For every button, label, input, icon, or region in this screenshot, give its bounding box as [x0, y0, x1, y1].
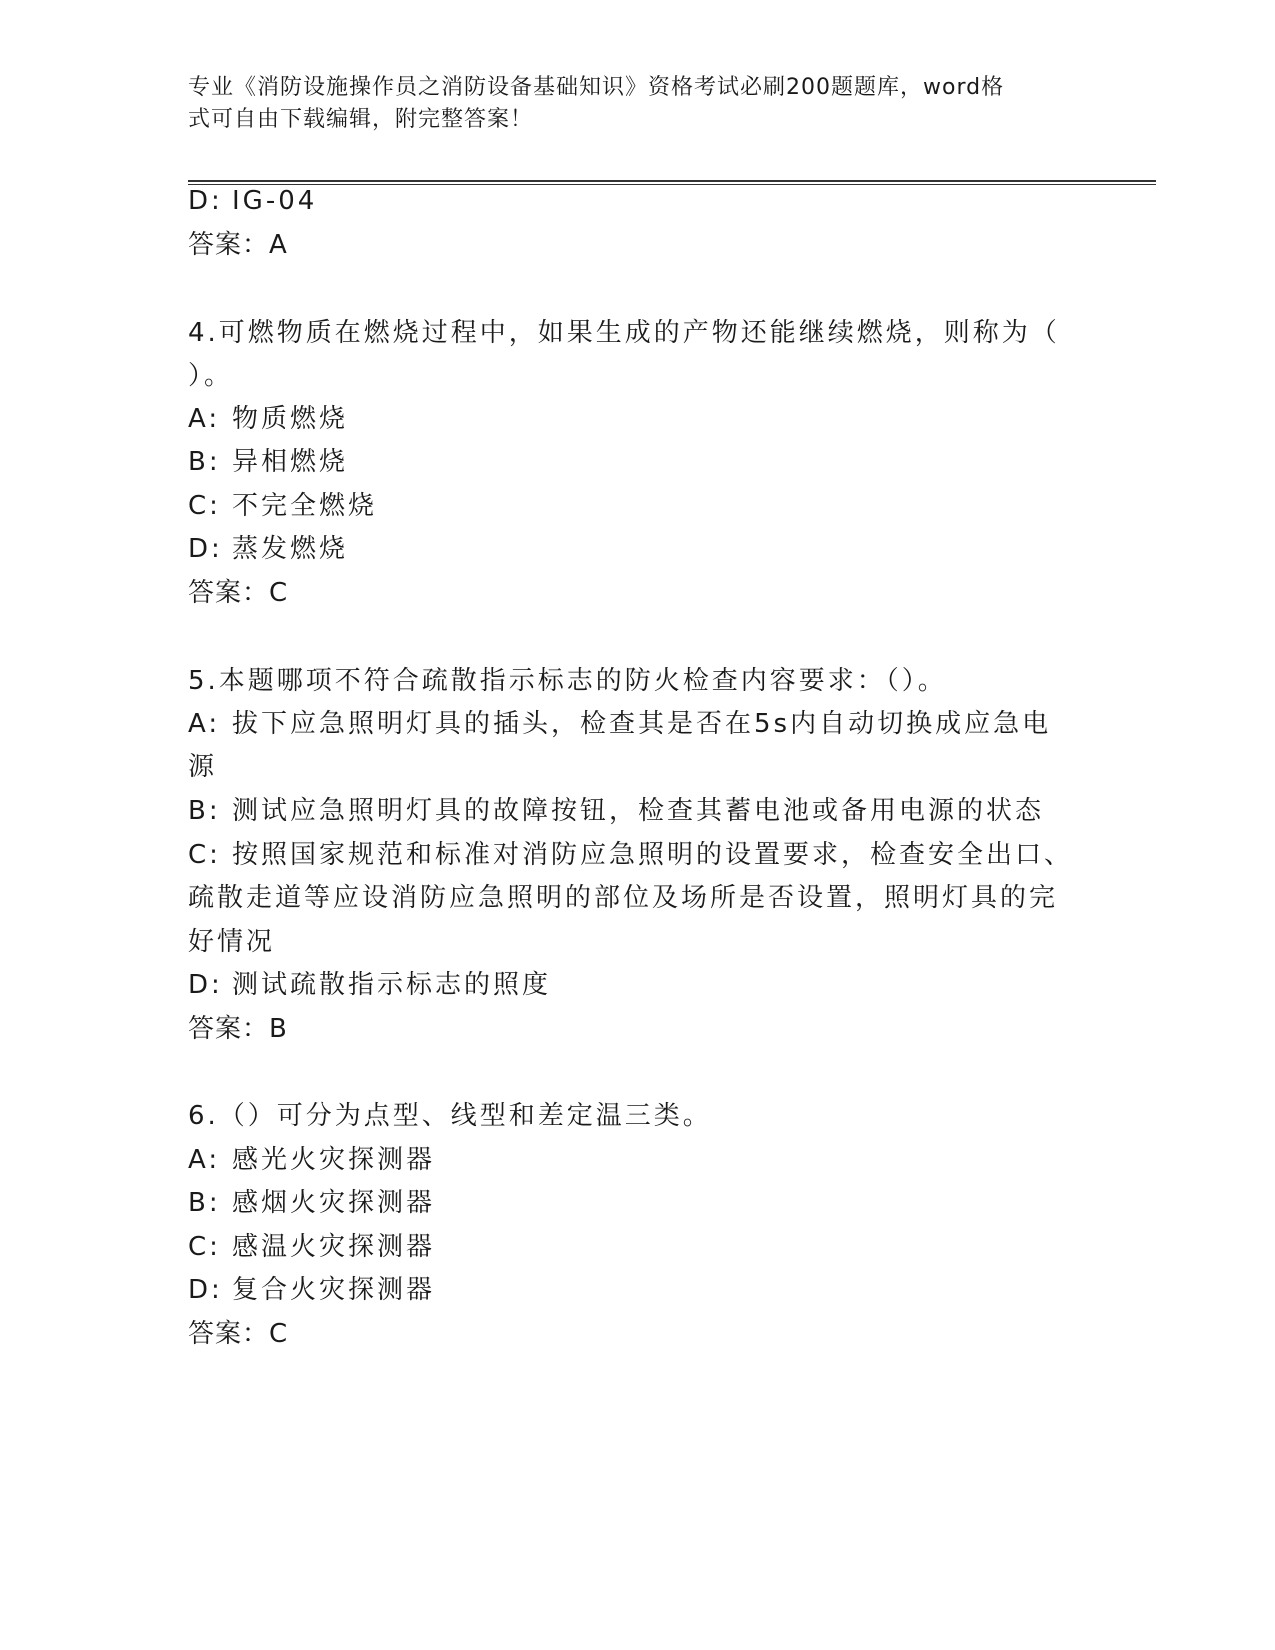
q6-option-c-text: 感温火灾探测器: [232, 1232, 436, 1262]
q4-stem-line-2: ）。: [188, 361, 234, 391]
header-line-2: 式可自由下载编辑，附完整答案！: [188, 107, 534, 132]
q5-option-d: [188, 963, 1068, 1008]
q4-option-a: [188, 397, 1068, 442]
q4-option-a-label: A:: [188, 404, 221, 434]
q5-option-a-line-2: 源: [188, 752, 218, 782]
q5-option-d-label: D:: [188, 970, 223, 1000]
q5-option-d-text: 测试疏散指示标志的照度: [232, 970, 552, 1000]
q5-option-b-label: B:: [188, 796, 221, 826]
q5-option-a-text-1: 拔下应急照明灯具的插头，检查其是否在5s内自动切换成应急电: [232, 709, 1052, 739]
q4-option-d: [188, 527, 1068, 572]
q5-option-c-line-1: [188, 833, 1074, 878]
q3-option-d-label: D:: [188, 186, 223, 216]
q6-option-b: [188, 1181, 1068, 1226]
q4-option-c: [188, 484, 1068, 529]
q5-stem: 5.本题哪项不符合疏散指示标志的防火检查内容要求：（）。: [188, 666, 947, 696]
q3-option-d: [188, 179, 1068, 224]
q4-option-b: [188, 440, 1068, 485]
q6-option-a-text: 感光火灾探测器: [232, 1145, 436, 1175]
q6-option-a-label: A:: [188, 1145, 221, 1175]
q5-option-b-text: 测试应急照明灯具的故障按钮，检查其蓄电池或备用电源的状态: [232, 796, 1045, 826]
q4-option-b-label: B:: [188, 447, 221, 477]
q4-answer: 答案：C: [188, 578, 289, 608]
q5-answer: 答案：B: [188, 1014, 288, 1044]
q4-option-c-label: C:: [188, 491, 221, 521]
q6-option-b-label: B:: [188, 1188, 221, 1218]
q3-answer: 答案：A: [188, 230, 288, 260]
q4-option-b-text: 异相燃烧: [232, 447, 349, 477]
header-line-1: 专业《消防设施操作员之消防设备基础知识》资格考试必刷200题题库，word格: [188, 75, 1005, 100]
q5-option-c-label: C:: [188, 840, 221, 870]
q6-option-d-label: D:: [188, 1275, 223, 1305]
q6-answer: 答案：C: [188, 1319, 289, 1349]
q5-option-a-label: A:: [188, 709, 221, 739]
q6-option-d-text: 复合火灾探测器: [232, 1275, 436, 1305]
q5-option-b: [188, 789, 1068, 834]
q6-option-c: [188, 1225, 1068, 1270]
q5-option-c-line-2: 疏散走道等应设消防应急照明的部位及场所是否设置，照明灯具的完: [188, 883, 1059, 913]
q3-option-d-text: IG-04: [232, 186, 318, 216]
q5-option-a-line-1: [188, 702, 1068, 747]
q6-option-a: [188, 1138, 1068, 1183]
q6-option-d: [188, 1268, 1068, 1313]
q4-stem-line-1: 4.可燃物质在燃烧过程中，如果生成的产物还能继续燃烧，则称为（: [188, 318, 1060, 348]
q4-option-a-text: 物质燃烧: [232, 404, 349, 434]
q5-option-c-line-3: 好情况: [188, 927, 276, 957]
q4-option-d-label: D:: [188, 534, 223, 564]
document-header: [188, 72, 1088, 136]
q6-option-b-text: 感烟火灾探测器: [232, 1188, 436, 1218]
q5-option-c-text-1: 按照国家规范和标准对消防应急照明的设置要求，检查安全出口、: [232, 840, 1074, 870]
q4-option-c-text: 不完全燃烧: [232, 491, 378, 521]
q6-stem: 6.（）可分为点型、线型和差定温三类。: [188, 1101, 712, 1131]
q4-option-d-text: 蒸发燃烧: [232, 534, 349, 564]
q6-option-c-label: C:: [188, 1232, 221, 1262]
